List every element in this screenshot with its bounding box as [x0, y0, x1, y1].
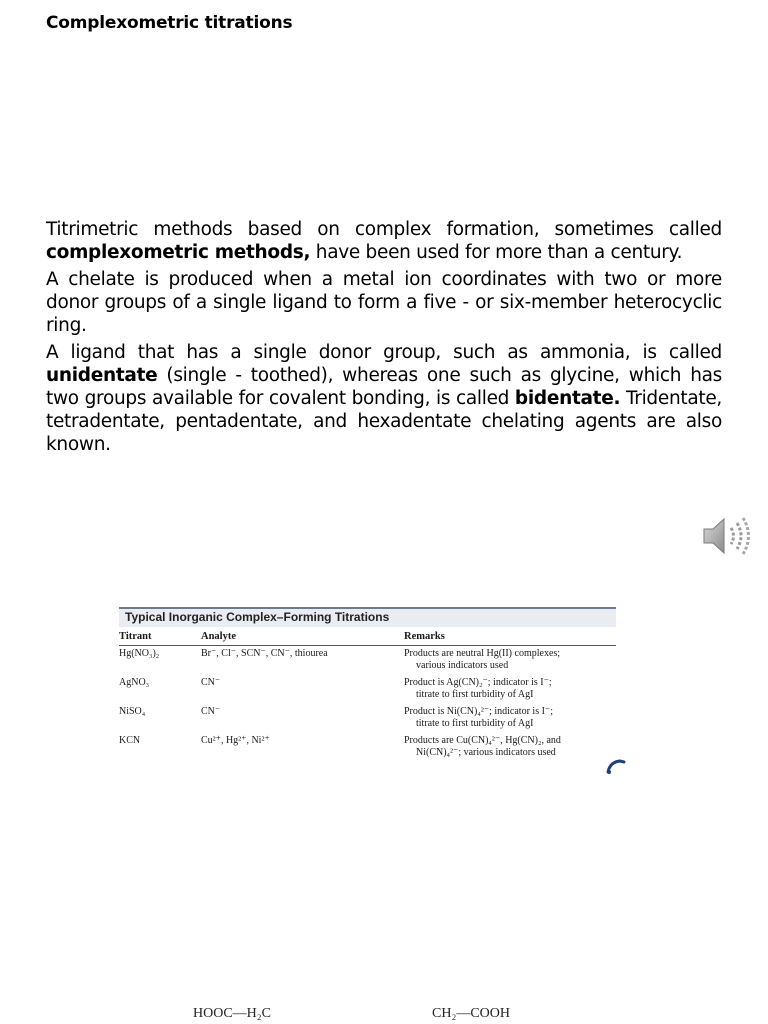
- paragraph-1-text-b: have been used for more than a century.: [310, 242, 683, 263]
- cell-remarks-line-2: titrate to first turbidity of AgI: [416, 718, 534, 729]
- cell-analyte: Br⁻, Cl⁻, SCN⁻, CN⁻, thiourea: [201, 648, 328, 659]
- term-unidentate: unidentate: [46, 365, 158, 386]
- cell-analyte: Cu²⁺, Hg²⁺, Ni²⁺: [201, 735, 270, 746]
- cell-remarks: [404, 648, 619, 672]
- paragraph-2: A chelate is produced when a metal ion coordinates with two or more donor groups of a single ligand to form a five - or six-member heterocyclic ring.: [46, 269, 722, 336]
- complex-titrations-table: [119, 607, 616, 765]
- header-titrant: Titrant: [119, 631, 152, 642]
- cell-remarks-line-1: Product is Ag(CN)₂⁻; indicator is I⁻;: [404, 677, 552, 688]
- term-complexometric-methods: complexometric methods,: [46, 242, 311, 263]
- paragraph-3-text-a: A ligand that has a single donor group, such as ammonia, is called: [46, 342, 722, 363]
- cell-titrant: NiSO₄: [119, 706, 146, 717]
- header-remarks: Remarks: [404, 631, 445, 642]
- cell-titrant: AgNO₃: [119, 677, 150, 688]
- cell-remarks-line-1: Products are Cu(CN)₄²⁻, Hg(CN)₂, and: [404, 735, 561, 746]
- cell-remarks-line-2: various indicators used: [416, 660, 509, 671]
- formula-right-arm: CH₂—COOH: [432, 1006, 510, 1021]
- page-title: Complexometric titrations: [46, 13, 293, 33]
- cell-remarks-line-1: Products are neutral Hg(II) complexes;: [404, 648, 561, 659]
- paragraph-3-text-c: Tridentate, tetradentate, pentadentate, and hexadentate chelating agents are also known.: [46, 388, 722, 455]
- table-header-row: [119, 629, 616, 646]
- formula-left-arm: HOOC—H₂C: [193, 1006, 271, 1021]
- header-analyte: Analyte: [201, 631, 236, 642]
- cell-remarks-line-2: titrate to first turbidity of AgI: [416, 689, 534, 700]
- cell-remarks-line-2: Ni(CN)₄²⁻; various indicators used: [416, 747, 556, 758]
- paragraph-3-text-b: (single - toothed), whereas one such as glycine, which has two groups available for covalent bonding, is called: [46, 365, 722, 409]
- body-text: [46, 218, 722, 460]
- speaker-icon[interactable]: [700, 512, 756, 560]
- paragraph-1: [46, 218, 722, 264]
- cell-remarks: [404, 735, 619, 759]
- cell-titrant: Hg(NO₃)₂: [119, 648, 160, 659]
- cell-remarks: [404, 677, 619, 701]
- cell-analyte: CN⁻: [201, 706, 221, 717]
- page-corner-icon[interactable]: [606, 758, 628, 774]
- paragraph-3: [46, 341, 722, 456]
- cell-titrant: KCN: [119, 735, 141, 746]
- paragraph-1-text-a: Titrimetric methods based on complex formation, sometimes called: [46, 219, 722, 240]
- cell-remarks-line-1: Product is Ni(CN)₄²⁻; indicator is I⁻;: [404, 706, 553, 717]
- term-bidentate: bidentate.: [514, 388, 621, 409]
- cell-analyte: CN⁻: [201, 677, 221, 688]
- table-caption: Typical Inorganic Complex–Forming Titrations: [119, 607, 616, 627]
- cell-remarks: [404, 706, 619, 730]
